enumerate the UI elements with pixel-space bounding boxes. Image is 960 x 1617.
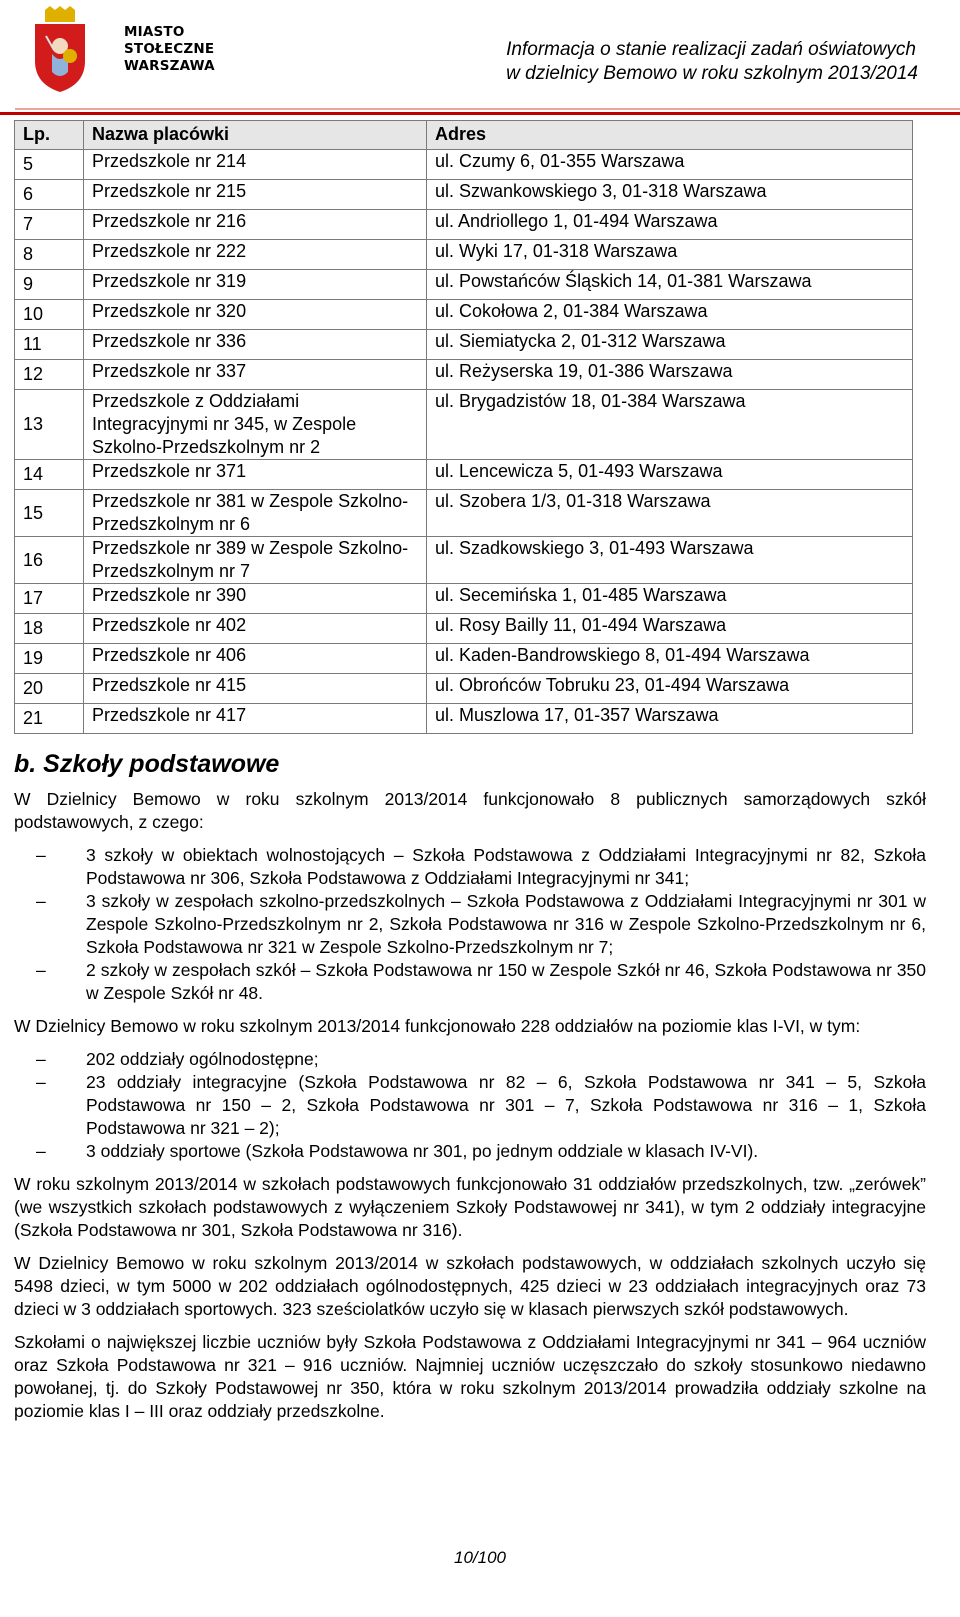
header-divider	[15, 108, 960, 110]
cell-address: ul. Cokołowa 2, 01-384 Warszawa	[427, 300, 913, 330]
cell-address: ul. Szadkowskiego 3, 01-493 Warszawa	[427, 537, 913, 584]
section-content	[14, 748, 926, 1433]
list-item	[14, 959, 926, 1005]
document-title-line: Informacja o stanie realizacji zadań oświatowych	[506, 39, 916, 60]
list-item	[14, 1140, 926, 1163]
cell-address: ul. Lencewicza 5, 01-493 Warszawa	[427, 460, 913, 490]
table-row	[15, 460, 913, 490]
section-heading: b. Szkoły podstawowe	[14, 750, 280, 778]
header-divider-red	[0, 112, 960, 115]
dash-bullet-icon: –	[36, 1072, 46, 1092]
cell-name: Przedszkole nr 216	[84, 210, 427, 240]
cell-name: Przedszkole nr 337	[84, 360, 427, 390]
paragraph: W Dzielnicy Bemowo w roku szkolnym 2013/2014 w szkołach podstawowych, w oddziałach szkolnych uczyło się 5498 dzieci, w tym 5000 w 202 oddziałach ogólnodostępnych, 425 dzieci w 23 oddziałach integracyjnych oraz 73 dzieci w 3 oddziałach sportowych. 323 sześciolatków uczyło się w klasach pierwszych szkół podstawowych.	[14, 1253, 926, 1319]
cell-address: ul. Secemińska 1, 01-485 Warszawa	[427, 584, 913, 614]
cell-address: ul. Andriollego 1, 01-494 Warszawa	[427, 210, 913, 240]
table-row	[15, 644, 913, 674]
cell-name: Przedszkole nr 389 w Zespole Szkolno-Przedszkolnym nr 7	[84, 537, 427, 584]
cell-lp: 11	[15, 330, 84, 360]
cell-address: ul. Rosy Bailly 11, 01-494 Warszawa	[427, 614, 913, 644]
table-row	[15, 150, 913, 180]
cell-address: ul. Szwankowskiego 3, 01-318 Warszawa	[427, 180, 913, 210]
list-item	[14, 1048, 926, 1071]
cell-name: Przedszkole nr 406	[84, 644, 427, 674]
cell-lp: 14	[15, 460, 84, 490]
dash-bullet-icon: –	[36, 1141, 46, 1161]
cell-address: ul. Szobera 1/3, 01-318 Warszawa	[427, 490, 913, 537]
cell-address: ul. Czumy 6, 01-355 Warszawa	[427, 150, 913, 180]
cell-name: Przedszkole nr 214	[84, 150, 427, 180]
cell-lp: 12	[15, 360, 84, 390]
table-row	[15, 270, 913, 300]
paragraph: Szkołami o największej liczbie uczniów były Szkoła Podstawowa z Oddziałami Integracyjnymi nr 341 – 964 uczniów oraz Szkoła Podstawowa nr 321 – 916 uczniów. Najmniej uczniów uczęszczało do szkoły stosunkowo niedawno powołanej, tj. do Szkoły Podstawowej nr 350, która w roku szkolnym 2013/2014 prowadziła oddziały szkolne na poziomie klas I – III oraz oddziały przedszkolne.	[14, 1332, 926, 1421]
bullet-list	[14, 844, 926, 1005]
table-row	[15, 674, 913, 704]
logo-text-line: WARSZAWA	[124, 58, 215, 74]
dash-bullet-icon: –	[36, 1049, 46, 1069]
cell-name: Przedszkole nr 415	[84, 674, 427, 704]
list-item-text: 3 oddziały sportowe (Szkoła Podstawowa nr 301, po jednym oddziale w klasach IV-VI).	[86, 1141, 759, 1161]
cell-address: ul. Brygadzistów 18, 01-384 Warszawa	[427, 390, 913, 460]
cell-name: Przedszkole nr 371	[84, 460, 427, 490]
cell-name: Przedszkole nr 402	[84, 614, 427, 644]
logo-text-line: MIASTO	[124, 24, 185, 40]
cell-lp: 15	[15, 490, 84, 537]
page-header	[0, 0, 960, 118]
page-number: 10/100	[454, 1548, 506, 1567]
table-header-row	[15, 121, 913, 150]
document-title-line: w dzielnicy Bemowo w roku szkolnym 2013/2014	[506, 63, 918, 84]
cell-lp: 18	[15, 614, 84, 644]
table-row	[15, 390, 913, 460]
table-row	[15, 537, 913, 584]
institutions-table	[14, 120, 913, 734]
cell-name: Przedszkole z Oddziałami Integracyjnymi nr 345, w Zespole Szkolno-Przedszkolnym nr 2	[84, 390, 427, 460]
cell-lp: 17	[15, 584, 84, 614]
list-item-text: 23 oddziały integracyjne (Szkoła Podstawowa nr 82 – 6, Szkoła Podstawowa nr 341 – 5, Szkoła Podstawowa nr 150 – 2, Szkoła Podstawowa nr 301 – 7, Szkoła Podstawowa nr 316 – 1, Szkoła Podstawowa nr 321 – 2);	[86, 1072, 926, 1138]
cell-lp: 21	[15, 704, 84, 734]
table-row	[15, 210, 913, 240]
column-header-name: Nazwa placówki	[84, 121, 427, 150]
paragraph: W Dzielnicy Bemowo w roku szkolnym 2013/2014 funkcjonowało 228 oddziałów na poziomie klas I-VI, w tym:	[14, 1016, 861, 1036]
cell-lp: 13	[15, 390, 84, 460]
paragraph: W Dzielnicy Bemowo w roku szkolnym 2013/2014 funkcjonowało 8 publicznych samorządowych szkół podstawowych, z czego:	[14, 789, 926, 832]
cell-name: Przedszkole nr 390	[84, 584, 427, 614]
cell-name: Przedszkole nr 215	[84, 180, 427, 210]
dash-bullet-icon: –	[36, 845, 46, 865]
cell-lp: 10	[15, 300, 84, 330]
cell-address: ul. Wyki 17, 01-318 Warszawa	[427, 240, 913, 270]
cell-address: ul. Siemiatycka 2, 01-312 Warszawa	[427, 330, 913, 360]
table-row	[15, 330, 913, 360]
cell-lp: 9	[15, 270, 84, 300]
cell-name: Przedszkole nr 381 w Zespole Szkolno-Przedszkolnym nr 6	[84, 490, 427, 537]
list-item-text: 202 oddziały ogólnodostępne;	[86, 1049, 319, 1069]
cell-lp: 8	[15, 240, 84, 270]
table-row	[15, 360, 913, 390]
list-item	[14, 890, 926, 959]
cell-name: Przedszkole nr 320	[84, 300, 427, 330]
cell-address: ul. Muszlowa 17, 01-357 Warszawa	[427, 704, 913, 734]
table-row	[15, 180, 913, 210]
cell-lp: 19	[15, 644, 84, 674]
table-row	[15, 704, 913, 734]
cell-name: Przedszkole nr 336	[84, 330, 427, 360]
cell-name: Przedszkole nr 417	[84, 704, 427, 734]
table-row	[15, 584, 913, 614]
column-header-lp: Lp.	[15, 121, 84, 150]
cell-name: Przedszkole nr 319	[84, 270, 427, 300]
logo-text-line: STOŁECZNE	[124, 41, 215, 57]
list-item	[14, 1071, 926, 1140]
bullet-list	[14, 1048, 926, 1163]
list-item-text: 2 szkoły w zespołach szkół – Szkoła Podstawowa nr 150 w Zespole Szkół nr 46, Szkoła Podstawowa nr 350 w Zespole Szkół nr 48.	[86, 960, 926, 1003]
paragraph: W roku szkolnym 2013/2014 w szkołach podstawowych funkcjonowało 31 oddziałów przedszkolnych, tzw. „zerówek” (we wszystkich szkołach podstawowych z wyłączeniem Szkoły Podstawowej nr 341), w tym 2 oddziały integracyjne (Szkoła Podstawowa nr 301, Szkoła Podstawowa nr 316).	[14, 1174, 926, 1240]
cell-lp: 7	[15, 210, 84, 240]
table-row	[15, 614, 913, 644]
table-row	[15, 490, 913, 537]
cell-address: ul. Obrońców Tobruku 23, 01-494 Warszawa	[427, 674, 913, 704]
warsaw-coat-of-arms-logo	[30, 6, 90, 94]
table-body	[15, 150, 913, 734]
table-row	[15, 300, 913, 330]
cell-lp: 6	[15, 180, 84, 210]
cell-lp: 20	[15, 674, 84, 704]
cell-address: ul. Powstańców Śląskich 14, 01-381 Warszawa	[427, 270, 913, 300]
list-item	[14, 844, 926, 890]
cell-address: ul. Kaden-Bandrowskiego 8, 01-494 Warszawa	[427, 644, 913, 674]
cell-address: ul. Reżyserska 19, 01-386 Warszawa	[427, 360, 913, 390]
cell-name: Przedszkole nr 222	[84, 240, 427, 270]
dash-bullet-icon: –	[36, 960, 46, 980]
column-header-address: Adres	[427, 121, 913, 150]
cell-lp: 16	[15, 537, 84, 584]
logo-text	[124, 24, 215, 75]
list-item-text: 3 szkoły w zespołach szkolno-przedszkolnych – Szkoła Podstawowa z Oddziałami Integracyjnymi nr 301 w Zespole Szkolno-Przedszkolnym nr 2, Szkoła Podstawowa nr 316 w Zespole Szkolno-Przedszkolnym nr 6, Szkoła Podstawowa nr 321 w Zespole Szkolno-Przedszkolnym nr 7;	[86, 891, 926, 957]
list-item-text: 3 szkoły w obiektach wolnostojących – Szkoła Podstawowa z Oddziałami Integracyjnymi nr 82, Szkoła Podstawowa nr 306, Szkoła Podstawowa z Oddziałami Integracyjnymi nr 341;	[86, 845, 926, 888]
cell-lp: 5	[15, 150, 84, 180]
document-title	[506, 38, 918, 86]
dash-bullet-icon: –	[36, 891, 46, 911]
table-row	[15, 240, 913, 270]
